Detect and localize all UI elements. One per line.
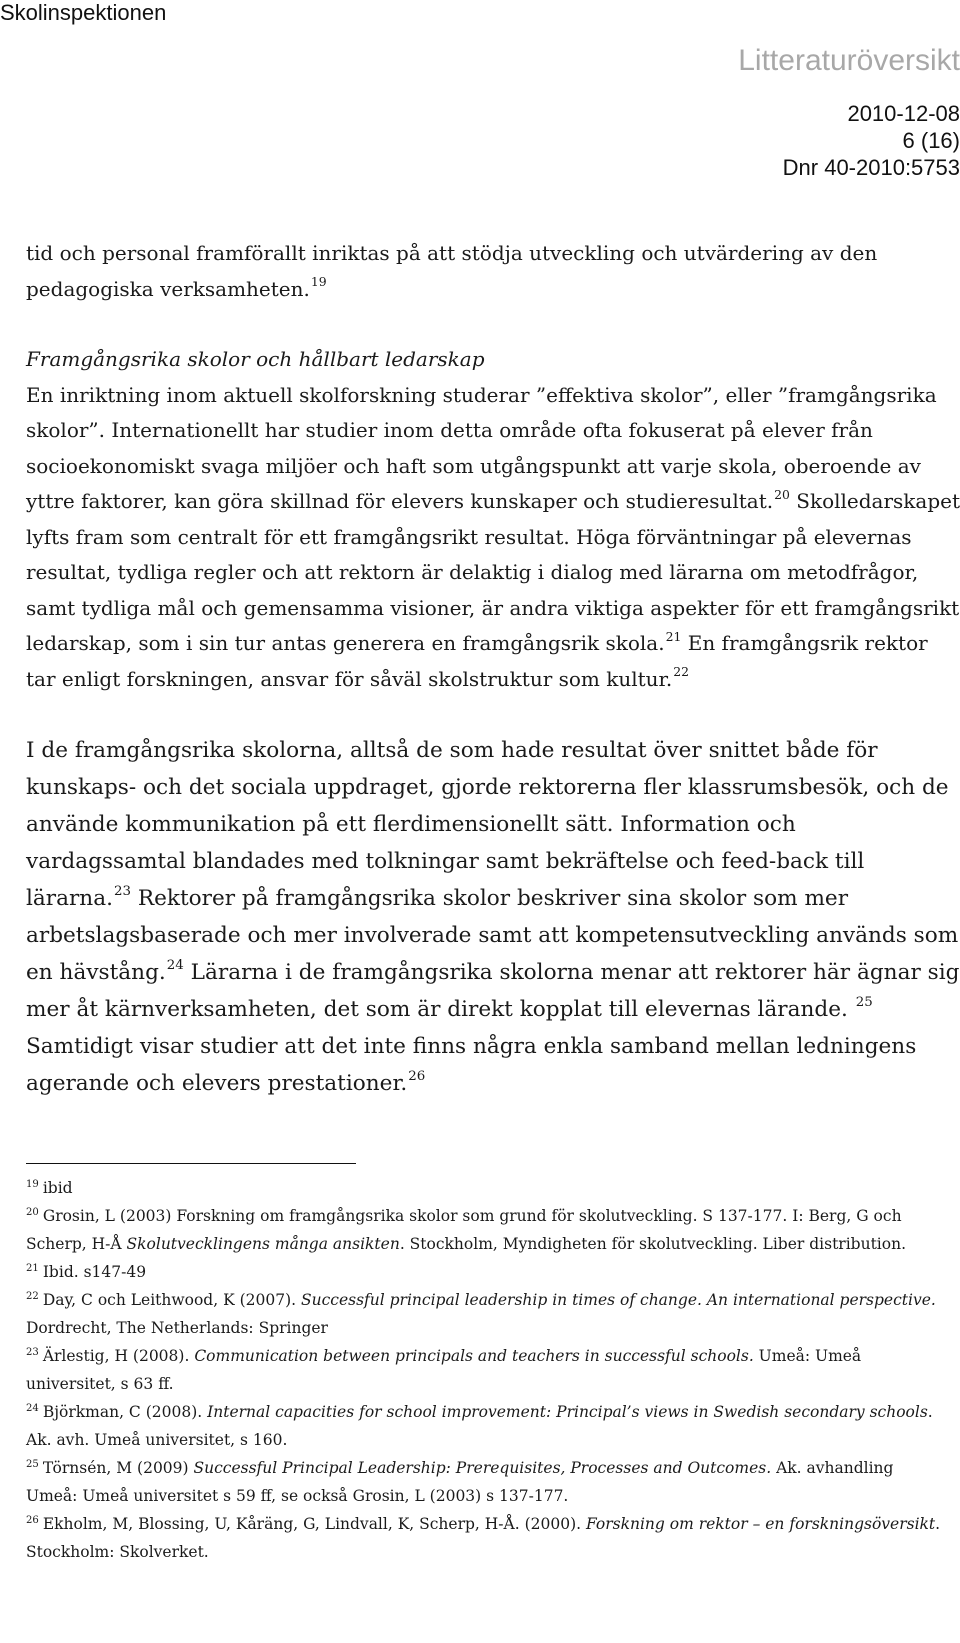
footnote-text: Ekholm, M, Blossing, U, Kåräng, G, Lindvall, K, Scherp, H-Å. (2000). bbox=[42, 1515, 586, 1533]
footnote-number: 24 bbox=[26, 1403, 39, 1415]
footnote bbox=[26, 1510, 946, 1566]
footnote-number: 23 bbox=[26, 1347, 39, 1359]
footnote-title: Successful principal leadership in times of change. An international perspective. bbox=[300, 1291, 936, 1309]
paragraph-text: Rektorer på framgångsrika skolor beskriver sina skolor som mer arbetslagsbaserade och mer involverade samt att kompetensutveckling används som en hävstång. bbox=[26, 886, 959, 985]
document-type: Litteraturöversikt bbox=[738, 44, 960, 77]
footnote bbox=[26, 1174, 946, 1202]
footnote-text: Törnsén, M (2009) bbox=[42, 1459, 194, 1477]
organization-name: Skolinspektionen bbox=[0, 0, 167, 25]
footnote-text: . Ak. avh. Umeå universitet, s 160. bbox=[26, 1403, 933, 1449]
footnote-text: Björkman, C (2008). bbox=[42, 1403, 208, 1421]
footnote-ref[interactable]: 20 bbox=[774, 486, 790, 502]
footnote-title: Successful Principal Leadership: Prerequisites, Processes and Outcomes. bbox=[193, 1459, 772, 1477]
paragraph bbox=[26, 732, 960, 1102]
footnote bbox=[26, 1454, 946, 1510]
paragraph-text: Samtidigt visar studier att det inte finns några enkla samband mellan ledningens agerande och elevers prestationer. bbox=[26, 1034, 917, 1096]
footnote-text: ibid bbox=[42, 1179, 73, 1197]
footnote bbox=[26, 1342, 946, 1398]
footnote-title: Skolutvecklingens många ansikten bbox=[126, 1235, 400, 1253]
paragraph-text: En framgångsrik rektor tar enligt forskningen, ansvar för såväl skolstruktur som kultur. bbox=[26, 631, 928, 691]
footnote-title: Internal capacities for school improvement: Principal’s views in Swedish secondary schools bbox=[207, 1403, 928, 1421]
paragraph-text: tid och personal framförallt inriktas på att stödja utveckling och utvärdering av den pedagogiska verksamheten. bbox=[26, 241, 878, 301]
paragraph-text: En inriktning inom aktuell skolforskning studerar ”effektiva skolor”, eller ”framgångsrika skolor”. Internationellt har studier inom detta område ofta fokuserat på elever från socioekonomiskt svaga miljöer och haft som utgångspunkt att varje skola, oberoende av yttre faktorer, kan göra skillnad för elevers kunskaper och studieresultat. bbox=[26, 382, 937, 513]
section-heading: Framgångsrika skolor och hållbart ledarskap bbox=[26, 347, 485, 371]
paragraph bbox=[26, 236, 960, 307]
footnote bbox=[26, 1202, 946, 1258]
page-number: 6 (16) bbox=[902, 128, 960, 153]
footnote-text: Ibid. s147-49 bbox=[42, 1263, 147, 1281]
footnote-ref[interactable]: 25 bbox=[855, 994, 873, 1010]
footnote-text: Day, C och Leithwood, K (2007). bbox=[42, 1291, 301, 1309]
diary-number: Dnr 40-2010:5753 bbox=[782, 155, 960, 180]
footnote bbox=[26, 1398, 946, 1454]
footnote-separator bbox=[26, 1163, 356, 1164]
footnote-text: Umeå: Umeå universitet, s 63 ff. bbox=[26, 1347, 862, 1393]
footnote-text: Dordrecht, The Netherlands: Springer bbox=[26, 1319, 328, 1337]
document-date: 2010-12-08 bbox=[847, 101, 960, 126]
body-text bbox=[26, 236, 960, 1102]
footnote-number: 26 bbox=[26, 1515, 39, 1527]
footnote-ref[interactable]: 24 bbox=[166, 957, 184, 973]
footnote-title: Forskning om rektor – en forskningsöversikt bbox=[585, 1515, 936, 1533]
footnote-ref[interactable]: 19 bbox=[310, 274, 327, 290]
footnote-text: Ärlestig, H (2008). bbox=[42, 1347, 195, 1365]
paragraph-text: Skolledarskapet lyfts fram som centralt för ett framgångsrikt resultat. Höga förväntningar på elevernas resultat, tydliga regler och att rektorn är delaktig i dialog med lärarna om metodfrågor, samt tydliga mål och gemensamma visioner, är andra viktiga aspekter för ett framgångsrikt ledarskap, som i sin tur antas generera en framgångsrik skola. bbox=[26, 489, 960, 655]
document-meta bbox=[783, 100, 960, 181]
footnote-number: 25 bbox=[26, 1459, 39, 1471]
footnotes bbox=[26, 1174, 946, 1566]
footnote-text: . Stockholm: Skolverket. bbox=[26, 1515, 941, 1561]
footnote-number: 21 bbox=[26, 1263, 39, 1275]
footnote-text: . Stockholm, Myndigheten för skolutveckling. Liber distribution. bbox=[399, 1235, 906, 1253]
footnote-ref[interactable]: 26 bbox=[408, 1068, 426, 1084]
footnote-title: Communication between principals and teachers in successful schools. bbox=[194, 1347, 754, 1365]
paragraph-text: I de framgångsrika skolorna, alltså de som hade resultat över snittet både för kunskaps- och det sociala uppdraget, gjorde rektorerna fler klassrumsbesök, och de använde kommunikation på ett flerdimensionellt sätt. Information och vardagssamtal blandades med tolkningar samt bekräftelse och feed-back till lärarna. bbox=[26, 738, 949, 911]
footnote-number: 19 bbox=[26, 1179, 39, 1191]
footnote-ref[interactable]: 22 bbox=[673, 664, 690, 680]
footnote-text: Grosin, L (2003) Forskning om framgångsrika skolor som grund för skolutveckling. S 137-177. I: Berg, G och Scherp, H-Å bbox=[26, 1207, 902, 1253]
paragraph bbox=[26, 378, 960, 698]
paragraph-text: Lärarna i de framgångsrika skolorna menar att rektorer här ägnar sig mer åt kärnverksamheten, det som är direkt kopplat till elevernas lärande. bbox=[26, 960, 960, 1022]
footnote-ref[interactable]: 21 bbox=[665, 628, 682, 644]
footnote-number: 22 bbox=[26, 1291, 39, 1303]
footnote-text: Ak. avhandling Umeå: Umeå universitet s 59 ff, se också Grosin, L (2003) s 137-177. bbox=[26, 1459, 894, 1505]
footnote-number: 20 bbox=[26, 1207, 39, 1219]
footnote bbox=[26, 1286, 946, 1342]
footnote-ref[interactable]: 23 bbox=[113, 883, 131, 899]
footnote bbox=[26, 1258, 946, 1286]
